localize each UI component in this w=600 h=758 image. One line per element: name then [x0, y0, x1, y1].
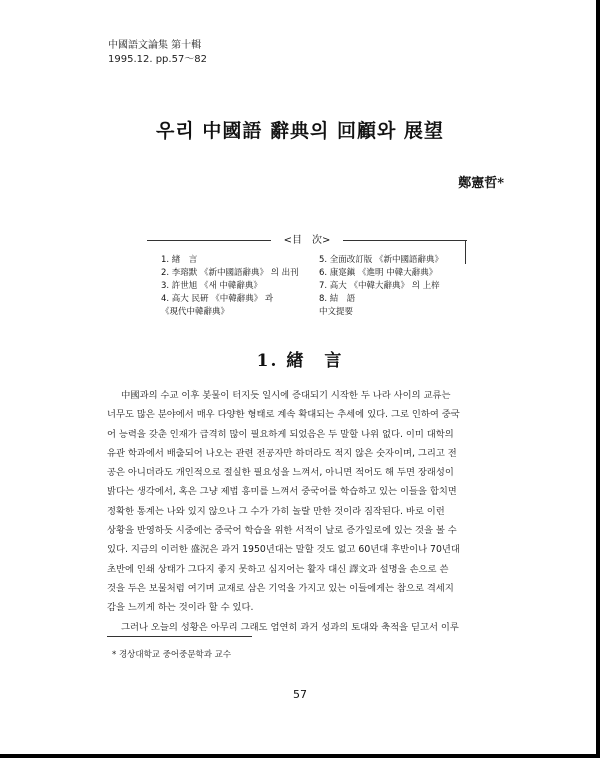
body-line: 것을 두은 보물처럼 여기며 교재로 삼은 기억을 가지고 있는 이들에게는 참으로 격세지	[107, 582, 454, 594]
table-of-contents	[147, 234, 467, 316]
journal-info	[108, 39, 207, 67]
scan-border-right	[596, 0, 600, 758]
body-line: 어 능력을 갖춘 인재가 급격히 많이 필요하게 되었음은 두 말할 나위 없다. 이미 대학의	[107, 428, 454, 440]
body-line: 中國과의 수교 이후 봇물이 터지듯 일시에 증대되기 시작한 두 나라 사이의 교류는	[121, 390, 451, 401]
article-author: 鄭憲哲*	[458, 176, 504, 191]
body-line: 유관 학과에서 배출되어 나오는 관련 전공자만 하더라도 적지 않은 숫자이며, 그리고 전	[107, 447, 457, 459]
page-number: 57	[293, 688, 307, 701]
toc-item: 1. 緖 言	[161, 255, 198, 265]
toc-rule-vertical	[465, 240, 466, 264]
toc-rule-right	[343, 240, 467, 241]
journal-citation: 1995.12. pp.57～82	[108, 54, 208, 65]
body-line: 그러나 오늘의 성황은 아무리 그래도 엄연히 과거 성과의 토대와 축적을 딛고서 이루	[121, 621, 459, 633]
toc-item: 5. 全面改訂版 《新中國語辭典》	[319, 255, 444, 265]
toc-item: 3. 許世旭 《새 中韓辭典》	[161, 281, 262, 291]
toc-item: 《現代中韓辭典》	[161, 307, 230, 317]
body-line: 초반에 인쇄 상태가 그다지 좋지 못하고 심지어는 활자 대신 譯文과 설명을 손으로 쓴	[107, 563, 449, 575]
toc-item: 2. 李瑢默 《新中國語辭典》 의 出刊	[161, 268, 299, 278]
toc-rule-left	[147, 240, 271, 241]
toc-item: 中文提要	[319, 307, 354, 317]
body-line: 정확한 통계는 나와 있지 않으나 그 수가 가히 놀랄 만한 것이라 짐작된다. 바로 이런	[107, 505, 445, 517]
toc-header: <目 次>	[283, 235, 331, 246]
footnote: * 경상대학교 중어중문학과 교수	[112, 650, 232, 660]
toc-left-column	[161, 254, 299, 319]
toc-item: 8. 結 語	[319, 294, 356, 304]
body-line: 밝다는 생각에서, 혹은 그냥 제법 흥미를 느껴서 중국어를 학습하고 있는 이들을 합치면	[107, 486, 457, 498]
toc-item: 6. 康寔鎭 《進明 中韓大辭典》	[319, 268, 438, 278]
article-title: 우리 中國語 辭典의 回顧와 展望	[156, 120, 444, 142]
toc-right-column	[319, 254, 443, 319]
body-line: 너무도 많은 분야에서 매우 다양한 형태로 계속 확대되는 추세에 있다. 그로 인하여 중국	[107, 409, 460, 421]
journal-series: 中國語文論集 第十輯	[108, 40, 202, 51]
toc-item: 4. 高大 民硏 《中韓辭典》 과	[161, 294, 274, 304]
body-text	[107, 386, 495, 637]
toc-item: 7. 高大 《中韓大辭典》 의 上梓	[319, 281, 440, 291]
scan-border-bottom	[0, 754, 600, 758]
body-line: 상황을 반영하듯 시중에는 중국어 학습을 위한 서적이 날로 증가일로에 있는 것을 볼 수	[107, 525, 457, 537]
body-line: 공은 아니더라도 개인적으로 절실한 필요성을 느껴서, 아니면 적어도 해 두면 장래성이	[107, 467, 454, 479]
section-heading: 1. 緖 言	[256, 351, 344, 371]
body-line: 감을 느끼게 하는 것이라 할 수 있다.	[107, 602, 254, 614]
body-line: 있다. 지금의 이러한 盛況은 과거 1950년대는 말할 것도 없고 60년대 후반이나 70년대	[107, 544, 460, 556]
footnote-rule	[107, 636, 252, 637]
